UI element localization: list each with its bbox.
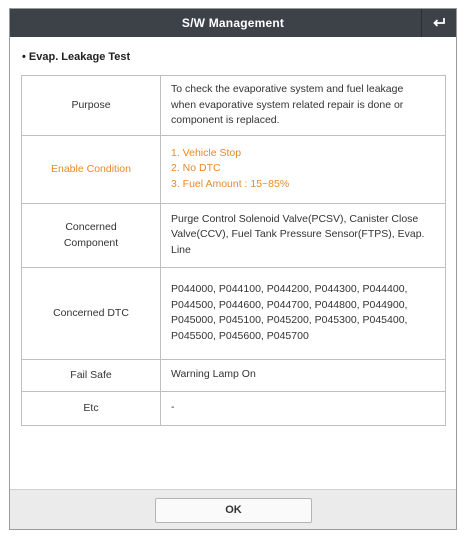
label-line: Component: [63, 237, 119, 249]
row-value-enable-condition: [161, 135, 446, 203]
table-row: [22, 391, 446, 425]
value-line: P045000, P045100, P045200, P045300, P045400,: [171, 314, 408, 326]
value-line: P044500, P044600, P044700, P044800, P044900,: [171, 298, 408, 311]
row-value-etc: [161, 391, 446, 425]
row-label-etc: Etc: [22, 391, 161, 425]
back-button[interactable]: [421, 9, 456, 37]
value-line: component is replaced.: [171, 114, 280, 126]
dialog-footer: [10, 490, 456, 529]
table-row: [22, 359, 446, 391]
value-line: P045500, P045600, P045700: [171, 329, 309, 342]
table-row: [22, 203, 446, 267]
row-label-concerned-dtc: Concerned DTC: [22, 267, 161, 359]
value-line: 2. No DTC: [171, 162, 221, 175]
value-line: -: [171, 401, 175, 414]
row-label-fail-safe: Fail Safe: [22, 359, 161, 391]
sw-management-dialog: [9, 8, 457, 530]
row-label-purpose: Purpose: [22, 76, 161, 136]
table-row: [22, 76, 446, 136]
value-line: Warning Lamp On: [171, 368, 256, 381]
label-line: Concerned: [65, 221, 117, 233]
table-row: [22, 267, 446, 359]
value-line: 3. Fuel Amount : 15~85%: [171, 177, 290, 190]
row-label-enable-condition: Enable Condition: [22, 135, 161, 203]
row-label-concerned-component: [22, 203, 161, 267]
value-line: Valve(CCV), Fuel Tank Pressure Sensor(FTPS), Evap.: [171, 228, 425, 241]
row-value-fail-safe: [161, 359, 446, 391]
row-value-concerned-component: [161, 203, 446, 267]
value-line: To check the evaporative system and fuel leakage: [171, 83, 404, 95]
dialog-title: S/W Management: [181, 16, 285, 30]
dialog-titlebar: [10, 9, 456, 37]
return-arrow-icon: [432, 17, 446, 29]
ok-button[interactable]: OK: [155, 498, 312, 523]
value-line: 1. Vehicle Stop: [171, 146, 242, 159]
section-title: • Evap. Leakage Test: [22, 51, 131, 63]
value-line: P044000, P044100, P044200, P044300, P044400,: [171, 283, 408, 295]
value-line: Purge Control Solenoid Valve(PCSV), Canister Close: [171, 212, 419, 225]
table-row: [22, 135, 446, 203]
row-value-purpose: [161, 76, 446, 136]
row-value-concerned-dtc: [161, 267, 446, 359]
value-line: when evaporative system related repair is done or: [171, 98, 404, 111]
value-line: Line: [171, 243, 191, 256]
test-info-table: [21, 75, 446, 426]
